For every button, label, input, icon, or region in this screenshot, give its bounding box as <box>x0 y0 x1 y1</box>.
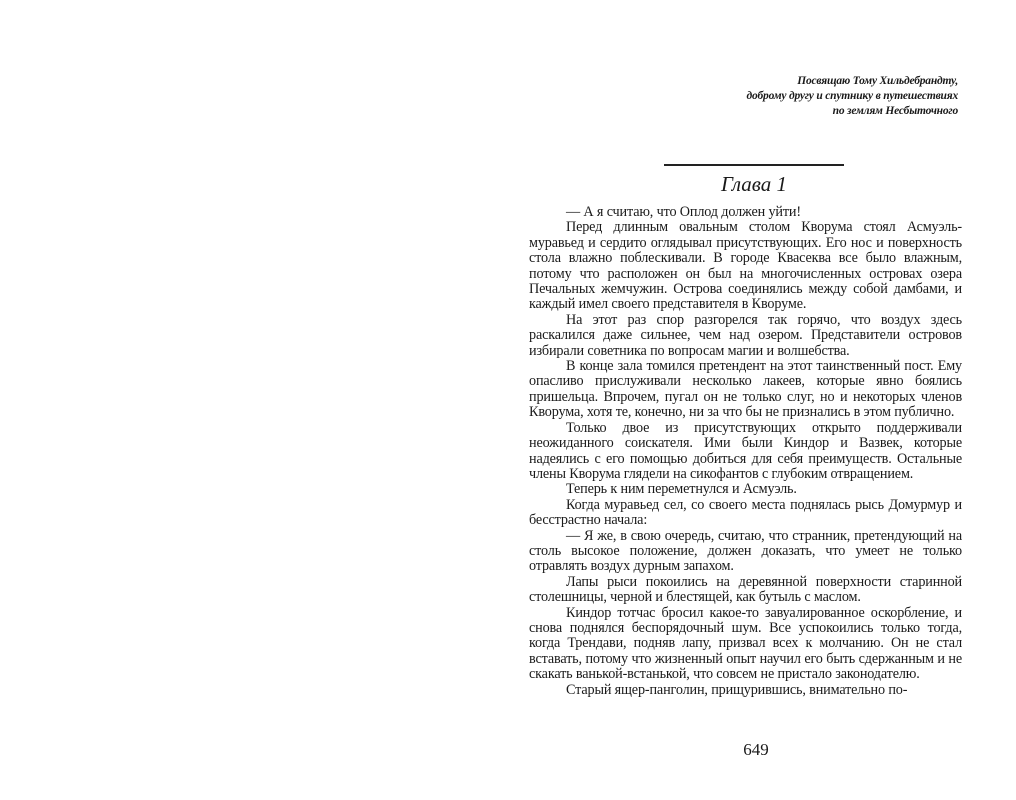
paragraph: Теперь к ним переметнулся и Асмуэль. <box>566 481 797 498</box>
dedication <box>658 74 958 119</box>
chapter-rule <box>664 164 844 166</box>
chapter-title: Глава 1 <box>721 172 787 196</box>
page-number: 649 <box>743 740 769 759</box>
paragraph: Старый ящер-панголин, прищурившись, внимательно по- <box>566 681 908 698</box>
paragraph: В конце зала томился претендент на этот таинственный пост. Ему опасливо прислуживали несколько лакеев, которые явно боялись пришельца. Впрочем, пугал он не только слуг, но и некоторых членов Кворума, хотя те, конечно, ни за что бы не признались в этом публично. <box>529 358 962 421</box>
right-page <box>508 0 1016 800</box>
chapter-body <box>529 205 962 698</box>
dedication-line: Посвящаю Тому Хильдебрандту, <box>797 75 958 87</box>
paragraph: Когда муравьед сел, со своего места поднялась рысь Домурмур и бесстрастно начала: <box>529 496 962 529</box>
dedication-line: доброму другу и спутнику в путешествиях <box>746 90 958 102</box>
paragraph: Киндор тотчас бросил какое-то завуалированное оскорбление, и снова поднялся беспорядочный шум. Все успокоились только тогда, когда Трендави, подняв лапу, призвал всех к молчанию. Он не стал вставать, потому что жизненный опыт научил его быть сдержанным и не скакать ванькой-встанькой, что совсем не пристало законодателю. <box>529 604 962 683</box>
paragraph: — А я считаю, что Оплод должен уйти! <box>566 204 801 220</box>
paragraph: Перед длинным овальным столом Кворума стоял Асмуэль-муравьед и сердито оглядывал присутствующих. Его нос и поверхность стола влажно поблескивали. В городе Квасеква все было влажным, потому что расположен он был на многочисленных островах озера Печальных жемчужин. Острова соединялись между собой дамбами, и каждый имел своего представителя в Кворуме. <box>529 219 962 313</box>
paragraph: — Я же, в свою очередь, считаю, что странник, претендующий на столь высокое положение, должен доказать, что умеет не только отравлять воздух дурным запахом. <box>529 527 962 575</box>
paragraph: Только двое из присутствующих открыто поддерживали неожиданного соискателя. Ими были Киндор и Вазвек, которые надеялись с его помощью добиться для себя преимуществ. Остальные члены Кворума глядели на сикофантов с глубоким отвращением. <box>529 419 962 482</box>
dedication-line: по землям Несбыточного <box>832 105 958 117</box>
paragraph: Лапы рыси покоились на деревянной поверхности старинной столешницы, черной и блестящей, как бутыль с маслом. <box>529 573 962 606</box>
paragraph: На этот раз спор разгорелся так горячо, что воздух здесь раскалился даже сильнее, чем над озером. Представители островов избирали советника по вопросам магии и волшебства. <box>529 311 962 359</box>
